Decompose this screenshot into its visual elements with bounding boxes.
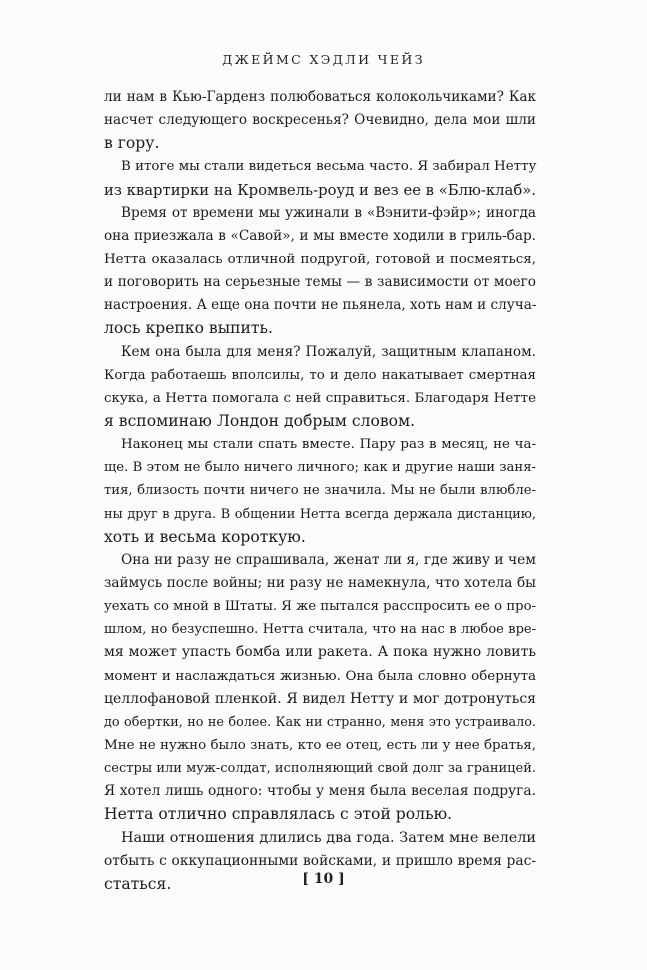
text-line: Когда работаешь вполсилы, то и дело накатывает смертная [104,367,536,383]
text-line: я вспоминаю Лондон добрым словом. [104,411,416,430]
running-header-author: ДЖЕЙМС ХЭДЛИ ЧЕЙЗ [222,52,425,67]
text-line: Время от времени мы ужинали в «Вэнити-фэйр»; иногда [121,204,536,221]
text-line: ли нам в Кью-Гарденз полюбоваться колокольчиками? Как [104,89,536,105]
text-line: Мне не нужно было знать, кто ее отец, есть ли у нее братья, [104,737,536,753]
text-line: насчет следующего воскресенья? Очевидно, дела мои шли [104,112,536,129]
text-line: из квартирки на Кромвель-роуд и вез ее в «Блю-клаб». [104,181,537,199]
text-line: Она ни разу не спрашивала, женат ли я, где живу и чем [121,551,536,568]
text-line: статься. [104,874,172,893]
text-line: сестры или муж-солдат, исполняющий свой долг за границей. [104,761,536,777]
text-line: настроения. А еще она почти не пьянела, хоть нам и случа- [104,297,537,314]
text-line: ще. В этом не было ничего личного; как и другие наши заня- [104,460,536,476]
folio-bracket-right: ] [338,871,345,887]
text-line: до обертки, но не более. Как ни странно, меня это устраивало. [104,714,536,730]
text-line: В итоге мы стали видеться весьма часто. Я забирал Нетту [121,159,537,175]
text-line: займусь после войны; ни разу не намекнула, что хотела бы [104,574,536,591]
text-line: отбыть с оккупационными войсками, и пришло время рас- [104,852,536,869]
text-line: Наши отношения длились два года. Затем мне велели [121,829,536,846]
text-line: шлом, но безуспешно. Нетта считала, что на нас в любое вре- [104,622,536,638]
text-line: она приезжала в «Савой», и мы вместе ходили в гриль-бар. [104,227,536,244]
text-line: скука, а Нетта помогала с ней справиться. Благодаря Нетте [104,390,536,406]
text-line: Наконец мы стали спать вместе. Пару раз в месяц, не ча- [121,437,536,453]
text-line: момент и наслаждаться жизнью. Она была словно обернута [104,668,536,684]
folio-bracket-left: [ [302,871,309,887]
text-line: мя может упасть бомба или ракета. А пока нужно ловить [104,644,536,661]
text-line: Я хотел лишь одного: чтобы у меня была веселая подруга. [104,783,536,800]
text-line: и поговорить на серьезные темы — в зависимости от моего [104,274,536,291]
text-line: Кем она была для меня? Пожалуй, защитным клапаном. [121,343,536,360]
page-number-block [0,871,647,887]
text-line: тия, близость почти ничего не значила. Мы не были влюбле- [104,483,536,499]
page-number: 10 [313,871,334,887]
text-line: Нетта оказалась отличной подругой, готовой и посмеяться, [104,251,536,267]
text-line: ны друг в друга. В общении Нетта всегда держала дистанцию, [104,506,536,522]
body-text [104,86,536,896]
text-line: лось крепко выпить. [104,319,273,338]
text-line: Нетта отлично справлялась с этой ролью. [104,805,453,824]
text-line: уехать со мной в Штаты. Я же пытался расспросить ее о про- [104,599,536,615]
text-line: в гору. [104,134,160,153]
text-line: хоть и весьма короткую. [104,527,306,546]
text-line: целлофановой пленкой. Я видел Нетту и мог дотронуться [104,690,536,707]
